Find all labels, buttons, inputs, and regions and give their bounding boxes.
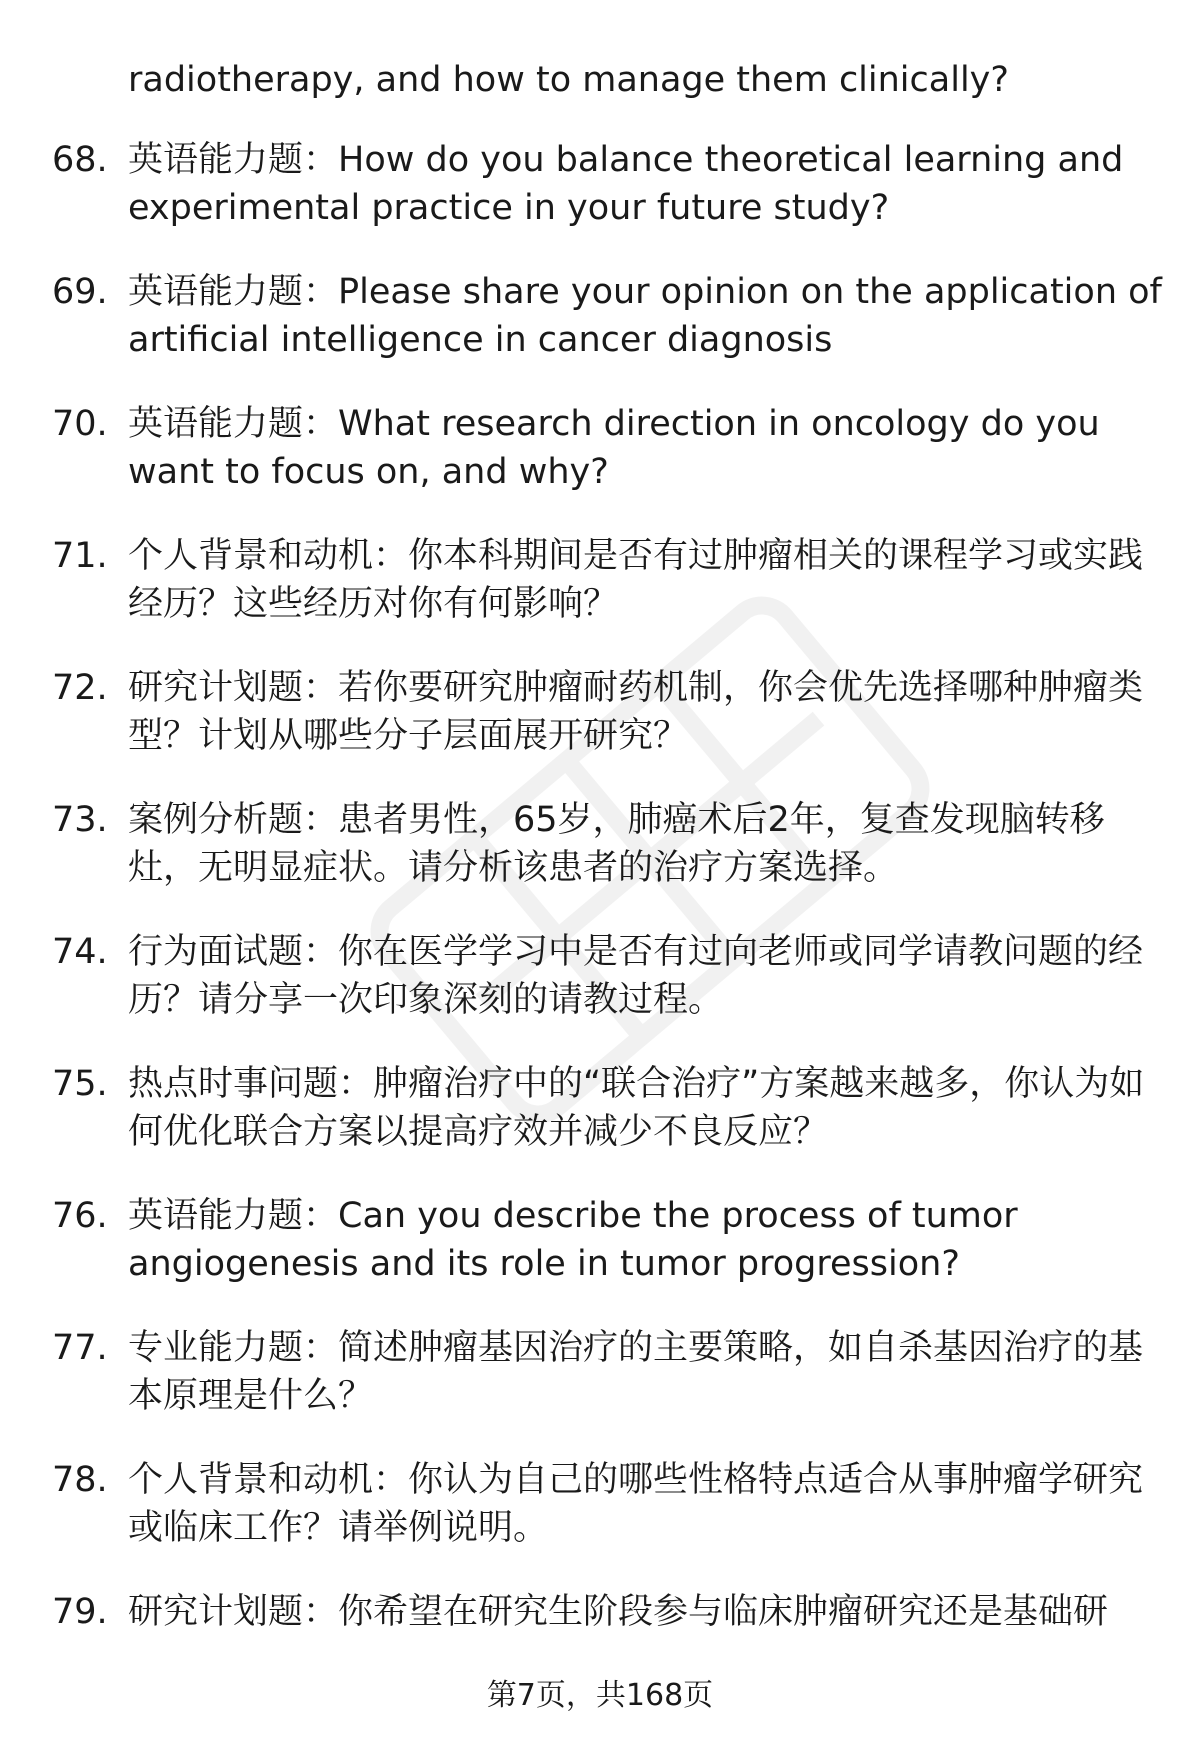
question-number: 74. — [52, 932, 108, 972]
question-text: 案例分析题：患者男性，65岁，肺癌术后2年，复查发现脑转移灶，无明显症状。请分析该患者的治疗方案选择。 — [128, 800, 1105, 888]
question-number: 77. — [52, 1328, 108, 1368]
question-number: 72. — [52, 668, 108, 708]
question-number: 75. — [52, 1064, 108, 1104]
question-item — [0, 136, 1200, 268]
question-item — [0, 400, 1200, 532]
question-text: 英语能力题：Please share your opinion on the application of artificial intelligence in cancer diagnosis — [128, 272, 1162, 360]
question-number: 68. — [52, 140, 108, 180]
question-text: 个人背景和动机：你认为自己的哪些性格特点适合从事肿瘤学研究或临床工作？请举例说明。 — [128, 1460, 1144, 1548]
question-item — [0, 268, 1200, 400]
question-item — [0, 928, 1200, 1060]
question-item — [0, 1324, 1200, 1456]
question-text: 个人背景和动机：你本科期间是否有过肿瘤相关的课程学习或实践经历？这些经历对你有何影响？ — [128, 536, 1144, 624]
question-text: 行为面试题：你在医学学习中是否有过向老师或同学请教问题的经历？请分享一次印象深刻的请教过程。 — [128, 932, 1144, 1020]
question-number: 79. — [52, 1592, 108, 1632]
question-text: 专业能力题：简述肿瘤基因治疗的主要策略，如自杀基因治疗的基本原理是什么？ — [128, 1328, 1144, 1416]
question-text: 英语能力题：Can you describe the process of tumor angiogenesis and its role in tumor progression? — [128, 1196, 1018, 1284]
question-item — [0, 1060, 1200, 1192]
question-text: 热点时事问题：肿瘤治疗中的“联合治疗”方案越来越多，你认为如何优化联合方案以提高疗效并减少不良反应？ — [128, 1064, 1145, 1152]
question-item — [0, 1192, 1200, 1324]
question-item — [0, 1456, 1200, 1588]
question-item — [0, 796, 1200, 928]
question-text: 英语能力题：How do you balance theoretical learning and experimental practice in your future study? — [128, 140, 1124, 228]
question-number: 76. — [52, 1196, 108, 1236]
question-number: 71. — [52, 536, 108, 576]
question-number: 73. — [52, 800, 108, 840]
question-list — [0, 136, 1200, 1720]
question-text: 研究计划题：若你要研究肿瘤耐药机制，你会优先选择哪种肿瘤类型？计划从哪些分子层面展开研究？ — [128, 668, 1144, 756]
question-number: 78. — [52, 1460, 108, 1500]
page-footer: 第7页，共168页 — [486, 1678, 714, 1713]
question-number: 69. — [52, 272, 108, 312]
question-number: 70. — [52, 404, 108, 444]
question-item — [0, 532, 1200, 664]
question-text: 研究计划题：你希望在研究生阶段参与临床肿瘤研究还是基础研 — [128, 1592, 1109, 1632]
question-item — [0, 664, 1200, 796]
question-text: 英语能力题：What research direction in oncology do you want to focus on, and why? — [128, 404, 1100, 492]
continuation-text: radiotherapy, and how to manage them clinically? — [128, 60, 1009, 100]
